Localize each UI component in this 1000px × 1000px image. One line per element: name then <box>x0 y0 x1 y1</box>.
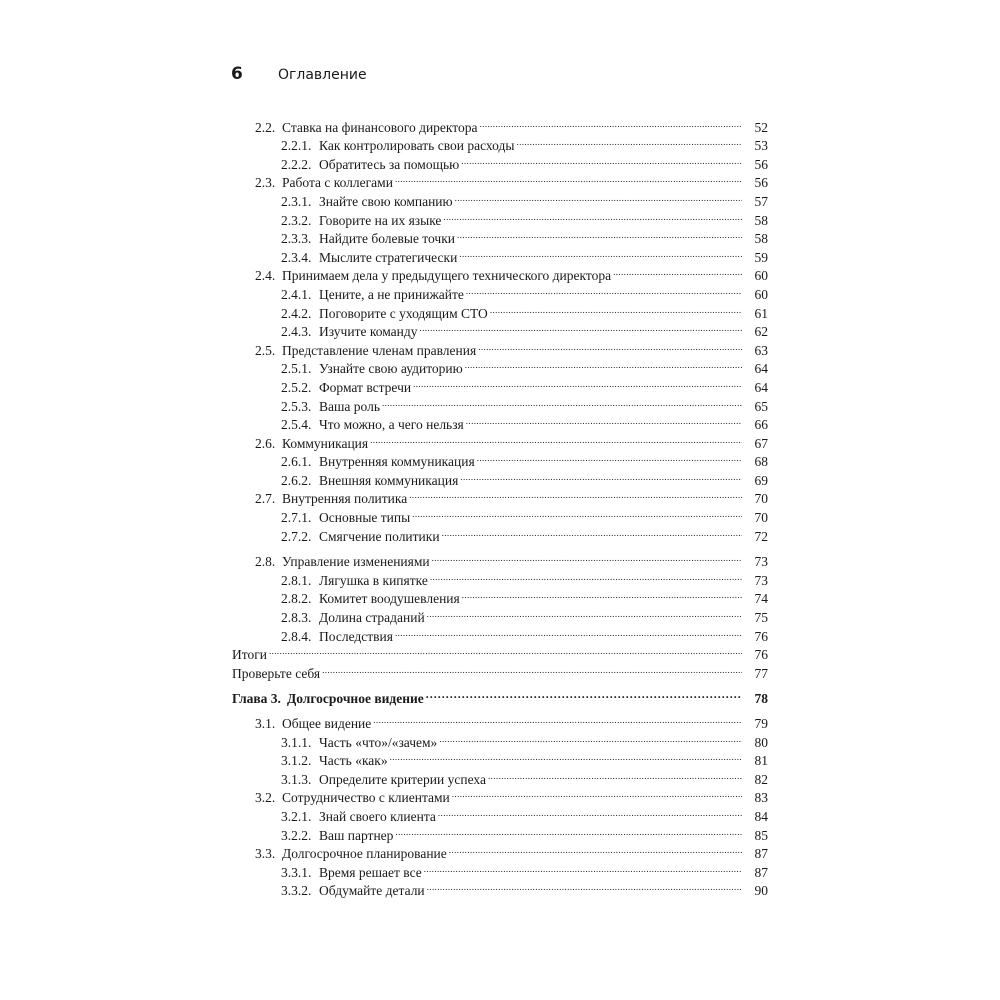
toc-entry[interactable] <box>0 485 1000 507</box>
toc-entry-number: 2.6.2. <box>281 472 312 488</box>
toc-entry[interactable] <box>0 821 1000 843</box>
toc-entry-page: 90 <box>754 883 768 899</box>
toc-entry-number: 2.7.1. <box>281 510 312 526</box>
toc-entry[interactable] <box>0 747 1000 769</box>
toc-entry[interactable] <box>0 429 1000 451</box>
toc-entry[interactable] <box>0 280 1000 302</box>
dot-leader <box>516 132 742 151</box>
toc-entry-title: Найдите болевые точки <box>319 231 456 247</box>
dot-leader <box>477 448 742 467</box>
toc-entry[interactable] <box>0 728 1000 750</box>
toc-entry-number: 2.4. <box>255 268 276 284</box>
toc-entry-title: Управление изменениями <box>282 554 430 570</box>
toc-entry-title: Долина страданий <box>319 610 425 626</box>
toc-entry[interactable] <box>0 503 1000 526</box>
toc-entry-number: 2.6. <box>255 435 276 451</box>
toc-entry[interactable] <box>0 466 1000 488</box>
toc-entry-title: Проверьте себя <box>232 665 321 681</box>
toc-entry-number: 2.6.1. <box>281 454 312 470</box>
toc-entry[interactable] <box>0 585 1000 607</box>
toc-entry-page: 68 <box>754 454 768 470</box>
toc-entry-page: 61 <box>754 305 768 321</box>
toc-entry-page: 64 <box>754 379 768 395</box>
toc-entry-page: 69 <box>754 472 768 488</box>
dot-leader <box>426 685 742 704</box>
toc-entry-page: 81 <box>754 753 768 769</box>
toc-entry-page: 70 <box>754 491 768 507</box>
toc-chapter-entry[interactable] <box>0 685 1000 707</box>
toc-entry-title: Долгосрочное планирование <box>282 846 447 862</box>
toc-entry-title: Ваш партнер <box>319 827 394 843</box>
toc-entry-number: 2.3. <box>255 175 276 191</box>
toc-entry-title: Основные типы <box>319 510 411 526</box>
toc-entry-title: Обдумайте детали <box>319 883 425 899</box>
dot-leader <box>409 485 742 504</box>
toc-entry-page: 56 <box>754 175 768 191</box>
dot-leader <box>457 225 742 244</box>
toc-entry[interactable] <box>0 299 1000 321</box>
toc-entry-title: Итоги <box>232 647 267 663</box>
toc-entry-page: 52 <box>754 119 768 135</box>
toc-entry-title: Комитет воодушевления <box>319 591 460 607</box>
toc-entry-number: Глава 3. <box>232 691 281 707</box>
dot-leader <box>442 522 742 541</box>
toc-entry-title: Долгосрочное видение <box>286 691 424 707</box>
toc-entry-page: 80 <box>754 734 768 750</box>
toc-entry-title: Узнайте свою аудиторию <box>319 361 463 377</box>
toc-entry-number: 3.1.2. <box>281 753 312 769</box>
toc-entry-title: Знайте свою компанию <box>319 193 453 209</box>
dot-leader <box>430 566 742 585</box>
toc-entry-number: 2.8. <box>255 554 276 570</box>
toc-entry-number: 3.2.2. <box>281 827 312 843</box>
toc-entry-page: 58 <box>754 212 768 228</box>
dot-leader <box>460 466 742 485</box>
toc-entry-page: 87 <box>754 846 768 862</box>
toc-entry-title: Коммуникация <box>282 435 369 451</box>
dot-leader <box>412 503 742 522</box>
toc-entry[interactable] <box>0 522 1000 544</box>
toc-entry-title: Цените, а не принижайте <box>319 286 464 302</box>
toc-entry-title: Время решает все <box>319 864 422 880</box>
toc-entry[interactable] <box>0 622 1000 644</box>
toc-entry-page: 65 <box>754 398 768 414</box>
toc-entry-page: 85 <box>754 827 768 843</box>
toc-entry-page: 56 <box>754 156 768 172</box>
dot-leader <box>390 747 742 766</box>
toc-entry-title: Работа с коллегами <box>282 175 393 191</box>
toc-entry-title: Сотрудничество с клиентами <box>282 790 450 806</box>
dot-leader <box>413 373 742 392</box>
toc-entry-page: 74 <box>754 591 768 607</box>
dot-leader <box>438 802 742 821</box>
toc-entry[interactable] <box>0 336 1000 358</box>
toc-entry-page: 78 <box>754 691 768 707</box>
dot-leader <box>478 336 742 355</box>
toc-entry-page: 83 <box>754 790 768 806</box>
toc-entry-number: 2.8.2. <box>281 591 312 607</box>
toc-entry[interactable] <box>0 355 1000 377</box>
dot-leader <box>322 659 742 678</box>
toc-entry-page: 82 <box>754 771 768 787</box>
dot-leader <box>370 429 742 448</box>
toc-entry-number: 2.4.2. <box>281 305 312 321</box>
toc-entry-number: 3.3. <box>255 846 276 862</box>
toc-entry[interactable] <box>0 150 1000 172</box>
dot-leader <box>443 206 742 225</box>
toc-entry-title: Обратитесь за помощью <box>319 156 460 172</box>
dot-leader <box>466 280 742 299</box>
dot-leader <box>452 784 742 803</box>
toc-entry[interactable] <box>0 392 1000 414</box>
toc-entry-title: Последствия <box>319 628 393 644</box>
toc-entry[interactable] <box>0 243 1000 265</box>
dot-leader <box>269 641 742 660</box>
toc-entry-page: 70 <box>754 510 768 526</box>
toc-entry-title: Ваша роль <box>319 398 380 414</box>
toc-entry[interactable] <box>0 548 1000 570</box>
toc-entry-page: 58 <box>754 231 768 247</box>
page-number: 6 <box>231 64 243 84</box>
dot-leader <box>490 299 742 318</box>
toc-entry-title: Представление членам правления <box>282 342 477 358</box>
toc-entry-number: 3.3.1. <box>281 864 312 880</box>
dot-leader <box>461 150 742 169</box>
toc-entry-page: 72 <box>754 528 768 544</box>
toc-entry-title: Принимаем дела у предыдущего технического директора <box>282 268 612 284</box>
dot-leader <box>613 262 742 281</box>
toc-entry-title: Ставка на финансового директора <box>282 119 478 135</box>
toc-entry-number: 2.5.3. <box>281 398 312 414</box>
toc-entry-page: 60 <box>754 286 768 302</box>
dot-leader <box>395 622 742 641</box>
toc-entry-number: 2.3.4. <box>281 249 312 265</box>
toc-entry[interactable] <box>0 448 1000 470</box>
toc-entry[interactable] <box>0 132 1000 154</box>
toc-entry-number: 3.1. <box>255 716 276 731</box>
page-header <box>231 64 367 84</box>
toc-entry[interactable] <box>0 765 1000 787</box>
toc-entry-number: 2.4.3. <box>281 324 312 340</box>
toc-entry-title: Как контролировать свои расходы <box>319 138 515 154</box>
toc-entry[interactable] <box>0 318 1000 340</box>
toc-entry-page: 53 <box>754 138 768 154</box>
toc-entry-number: 3.1.1. <box>281 734 312 750</box>
toc-entry-number: 3.2.1. <box>281 808 312 824</box>
toc-entry[interactable] <box>0 603 1000 626</box>
toc-entry[interactable] <box>0 566 1000 588</box>
toc-entry[interactable] <box>0 411 1000 433</box>
toc-entry-title: Формат встречи <box>319 379 412 395</box>
dot-leader <box>395 169 742 188</box>
toc-entry[interactable] <box>0 187 1000 209</box>
toc-entry[interactable] <box>0 840 1000 862</box>
toc-entry-page: 64 <box>754 361 768 377</box>
toc-entry-page: 87 <box>754 864 768 880</box>
dot-leader <box>427 603 742 622</box>
toc-entry-title: Изучите команду <box>319 324 418 340</box>
toc-entry-title: Знай своего клиента <box>319 808 436 824</box>
toc-entry[interactable] <box>0 858 1000 880</box>
dot-leader <box>466 411 742 430</box>
toc-entry-number: 2.2.1. <box>281 138 312 154</box>
dot-leader <box>382 392 742 411</box>
toc-entry-page: 67 <box>754 435 768 451</box>
toc-entry-title: Часть «как» <box>319 753 388 769</box>
toc-entry-number: 3.3.2. <box>281 883 312 899</box>
toc-entry[interactable] <box>0 877 1000 899</box>
toc-entry-page: 66 <box>754 417 768 433</box>
toc-entry-page: 63 <box>754 342 768 358</box>
toc-entry-number: 2.5.2. <box>281 379 312 395</box>
toc-entry-page: 62 <box>754 324 768 340</box>
toc-entry-title: Смягчение политики <box>319 528 440 544</box>
toc-entry[interactable] <box>0 206 1000 228</box>
toc-entry-page: 57 <box>754 193 768 209</box>
dot-leader <box>424 858 742 877</box>
toc-entry-title: Внешняя коммуникация <box>319 472 459 488</box>
dot-leader <box>462 585 742 604</box>
running-title: Оглавление <box>278 67 367 83</box>
toc-entry-number: 2.8.1. <box>281 572 312 588</box>
toc-entry-number: 2.4.1. <box>281 286 312 302</box>
toc-entry-number: 2.7.2. <box>281 528 312 544</box>
dot-leader <box>465 355 742 374</box>
dot-leader <box>459 243 742 262</box>
toc-entry-number: 2.8.3. <box>281 610 312 626</box>
dot-leader <box>439 728 742 747</box>
toc-entry-title: Поговорите с уходящим CTO <box>319 305 488 321</box>
toc-entry-page: 84 <box>754 808 768 824</box>
dot-leader <box>449 840 742 859</box>
toc-entry-title: Что можно, а чего нельзя <box>319 417 464 433</box>
toc-entry-title: Мыслите стратегически <box>319 249 458 265</box>
toc-entry-number: 3.1.3. <box>281 771 312 787</box>
toc-entry-number: 2.3.3. <box>281 231 312 247</box>
toc-entry-page: 60 <box>754 268 768 284</box>
toc-entry-page: 75 <box>754 610 768 626</box>
toc-entry[interactable] <box>0 709 1000 731</box>
dot-leader <box>455 187 742 206</box>
dot-leader <box>373 709 742 728</box>
toc-entry-number: 2.2. <box>255 119 276 135</box>
dot-leader <box>432 548 742 567</box>
toc-entry[interactable] <box>0 373 1000 395</box>
toc-entry-title: Часть «что»/«зачем» <box>319 734 438 750</box>
dot-leader <box>488 765 742 784</box>
toc-entry[interactable] <box>0 659 1000 681</box>
toc-entry-number: 2.3.2. <box>281 212 312 228</box>
toc-entry-title: Лягушка в кипятке <box>319 572 428 588</box>
dot-leader <box>427 877 742 896</box>
toc-entry-page: 59 <box>754 249 768 265</box>
toc-entry-page: 77 <box>754 665 768 681</box>
toc-entry[interactable] <box>0 802 1000 824</box>
toc-entry[interactable] <box>0 641 1000 663</box>
toc-entry[interactable] <box>0 225 1000 247</box>
toc-entry-number: 2.5. <box>255 342 276 358</box>
toc-entry-title: Определите критерии успеха <box>319 771 486 787</box>
toc-entry[interactable] <box>0 113 1000 135</box>
toc-entry[interactable] <box>0 169 1000 191</box>
toc-entry[interactable] <box>0 784 1000 806</box>
table-of-contents <box>0 113 1000 899</box>
toc-entry-number: 3.2. <box>255 790 276 806</box>
toc-entry-title: Общее видение <box>282 716 372 731</box>
toc-entry-number: 2.5.1. <box>281 361 312 377</box>
dot-leader <box>480 113 742 132</box>
toc-entry-page: 76 <box>754 628 768 644</box>
toc-entry-page: 79 <box>754 716 768 731</box>
toc-entry-page: 73 <box>754 554 768 570</box>
toc-entry-number: 2.3.1. <box>281 193 312 209</box>
toc-entry-page: 73 <box>754 572 768 588</box>
dot-leader <box>395 821 742 840</box>
toc-entry-title: Говорите на их языке <box>319 212 442 228</box>
dot-leader <box>419 318 742 337</box>
toc-entry-page: 76 <box>754 647 768 663</box>
toc-entry-number: 2.7. <box>255 491 276 507</box>
toc-entry-number: 2.8.4. <box>281 628 312 644</box>
toc-entry-number: 2.2.2. <box>281 156 312 172</box>
toc-entry[interactable] <box>0 262 1000 284</box>
toc-entry-number: 2.5.4. <box>281 417 312 433</box>
toc-entry-title: Внутренняя коммуникация <box>319 454 475 470</box>
toc-entry-title: Внутренняя политика <box>282 491 408 507</box>
